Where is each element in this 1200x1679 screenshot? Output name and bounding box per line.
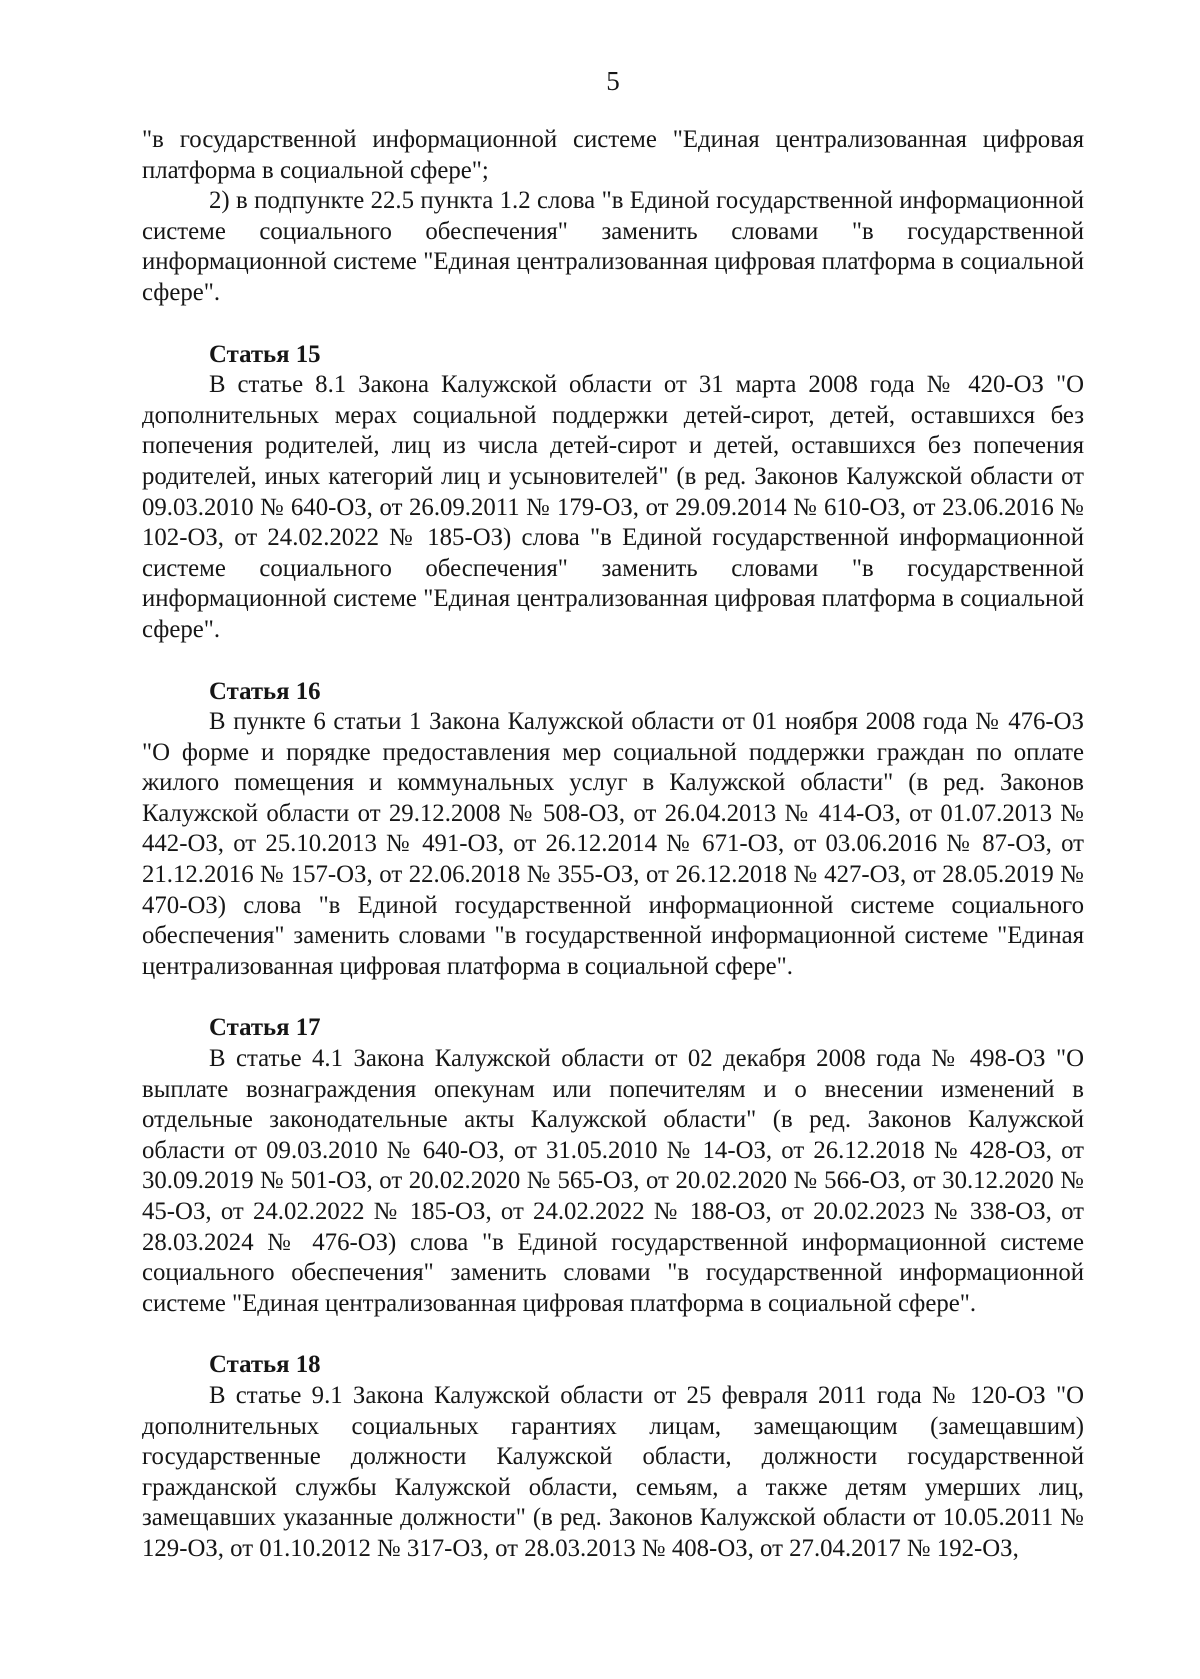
article-text: В статье 8.1 Закона Калужской области от 31 марта 2008 года № 420-ОЗ "О дополнительных мерах социальной поддержки детей-сирот, детей, оставшихся без попечения родителей, лиц из числа детей-сирот и детей, оставшихся без попечения родителей, иных категорий лиц и усыновителей" (в ред. Законов Калужской области от 09.03.2010 № 640-ОЗ, от 26.09.2011 № 179-ОЗ, от 29.09.2014 № 610-ОЗ, от 23.06.2016 № 102-ОЗ, от 24.02.2022 № 185-ОЗ) слова "в Единой государственной информационной системе социального обеспечения" заменить словами "в государственной информационной системе "Единая централизованная цифровая платформа в социальной сфере". [142,371,1084,643]
document-page [142,0,1084,1679]
article-text: В статье 9.1 Закона Калужской области от 25 февраля 2011 года № 120-ОЗ "О дополнительных социальных гарантиях лицам, замещающим (замещавшим) государственные должности Калужской области, должности государственной гражданской службы Калужской области, семьям, а также детям умерших лиц, замещавших указанные должности" (в ред. Законов Калужской области от 10.05.2011 № 129-ОЗ, от 01.10.2012 № 317-ОЗ, от 28.03.2013 № 408-ОЗ, от 27.04.2017 № 192-ОЗ, [142,1381,1084,1562]
document-body [142,125,1084,1565]
article-text: В статье 4.1 Закона Калужской области от 02 декабря 2008 года № 498-ОЗ "О выплате вознаграждения опекунам или попечителям и о внесении изменений в отдельные законодательные акты Калужской области" (в ред. Законов Калужской области от 09.03.2010 № 640-ОЗ, от 31.05.2010 № 14-ОЗ, от 26.12.2018 № 428-ОЗ, от 30.09.2019 № 501-ОЗ, от 20.02.2020 № 565-ОЗ, от 20.02.2020 № 566-ОЗ, от 30.12.2020 № 45-ОЗ, от 24.02.2022 № 185-ОЗ, от 24.02.2022 № 188-ОЗ, от 20.02.2023 № 338-ОЗ, от 28.03.2024 № 476-ОЗ) слова "в Единой государственной информационной системе социального обеспечения" заменить словами "в государственной информационной системе "Единая централизованная цифровая платформа в социальной сфере". [142,1045,1084,1317]
article-17 [142,1013,1084,1319]
intro-paragraph-item-2: 2) в подпункте 22.5 пункта 1.2 слова "в Единой государственной информационной системе социального обеспечения" заменить словами "в государственной информационной системе "Единая централизованная цифровая платформа в социальной сфере". [142,187,1084,306]
intro-paragraph: "в государственной информационной системе "Единая централизованная цифровая платформа в социальной сфере"; [142,126,1084,184]
article-text: В пункте 6 статьи 1 Закона Калужской области от 01 ноября 2008 года № 476-ОЗ "О форме и порядке предоставления мер социальной поддержки граждан по оплате жилого помещения и коммунальных услуг в Калужской области" (в ред. Законов Калужской области от 29.12.2008 № 508-ОЗ, от 26.04.2013 № 414-ОЗ, от 01.07.2013 № 442-ОЗ, от 25.10.2013 № 491-ОЗ, от 26.12.2014 № 671-ОЗ, от 03.06.2016 № 87-ОЗ, от 21.12.2016 № 157-ОЗ, от 22.06.2018 № 355-ОЗ, от 26.12.2018 № 427-ОЗ, от 28.05.2019 № 470-ОЗ) слова "в Единой государственной информационной системе социального обеспечения" заменить словами "в государственной информационной системе "Единая централизованная цифровая платформа в социальной сфере". [142,708,1084,980]
article-title: Статья 16 [209,677,321,705]
article-title: Статья 15 [209,340,321,368]
page-number: 5 [606,66,620,96]
article-title: Статья 18 [209,1351,321,1379]
article-title: Статья 17 [209,1014,321,1042]
article-18 [142,1350,1084,1564]
article-16 [142,677,1084,983]
article-15 [142,340,1084,646]
